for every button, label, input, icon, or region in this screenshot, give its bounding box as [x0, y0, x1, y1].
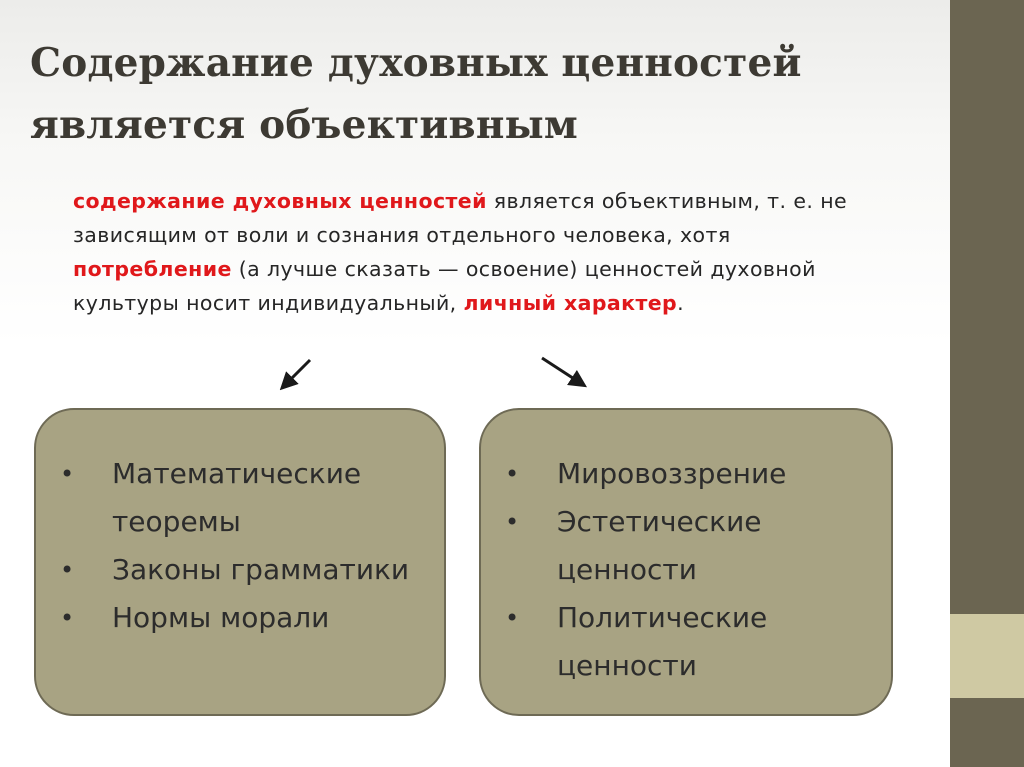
list-item-label: Мировоззрение — [557, 457, 787, 490]
list-item — [499, 450, 879, 498]
list-item-label: Политические ценности — [557, 601, 768, 682]
list-item-label: Эстетические ценности — [557, 505, 762, 586]
arrow-right-icon — [542, 358, 582, 384]
personal-values-box — [479, 408, 893, 716]
slide-title — [30, 32, 930, 156]
slide-title-line-1: Содержание духовных ценностей — [30, 40, 802, 86]
slide-title-line-2: является объективным — [30, 102, 578, 148]
list-item-label: Математические теоремы — [112, 457, 362, 538]
personal-values-list — [499, 450, 879, 690]
sidebar-decor-bottom — [950, 698, 1024, 767]
bullet-icon: • — [60, 556, 75, 584]
arrow-left-icon — [284, 360, 310, 386]
sidebar-decor-accent — [950, 614, 1024, 698]
sidebar-decor-top — [950, 0, 1024, 614]
list-item-label: Законы грамматики — [112, 553, 410, 586]
list-item — [499, 594, 879, 690]
highlight-personal-character: личный характер — [463, 291, 678, 315]
bullet-icon: • — [505, 460, 520, 488]
bullet-icon: • — [60, 604, 75, 632]
paragraph-text-2: (а лучше сказать — освоение) ценностей духовной культуры носит индивидуальный, — [73, 257, 816, 315]
list-item — [54, 594, 434, 642]
objective-values-box — [34, 408, 446, 716]
list-item-label: Нормы морали — [112, 601, 330, 634]
objective-values-list — [54, 450, 434, 642]
description-paragraph — [73, 184, 873, 320]
highlight-consumption: потребление — [73, 257, 232, 281]
paragraph-text-1: является объективным, т. е. не зависящим от воли и сознания отдельного человека, хотя — [73, 189, 848, 247]
bullet-icon: • — [505, 604, 520, 632]
list-item — [54, 546, 434, 594]
highlight-content-of-values: содержание духовных ценностей — [73, 189, 487, 213]
bullet-icon: • — [60, 460, 75, 488]
paragraph-text-3: . — [677, 291, 685, 315]
list-item — [499, 498, 879, 594]
branch-arrows — [260, 350, 620, 400]
list-item — [54, 450, 434, 546]
bullet-icon: • — [505, 508, 520, 536]
